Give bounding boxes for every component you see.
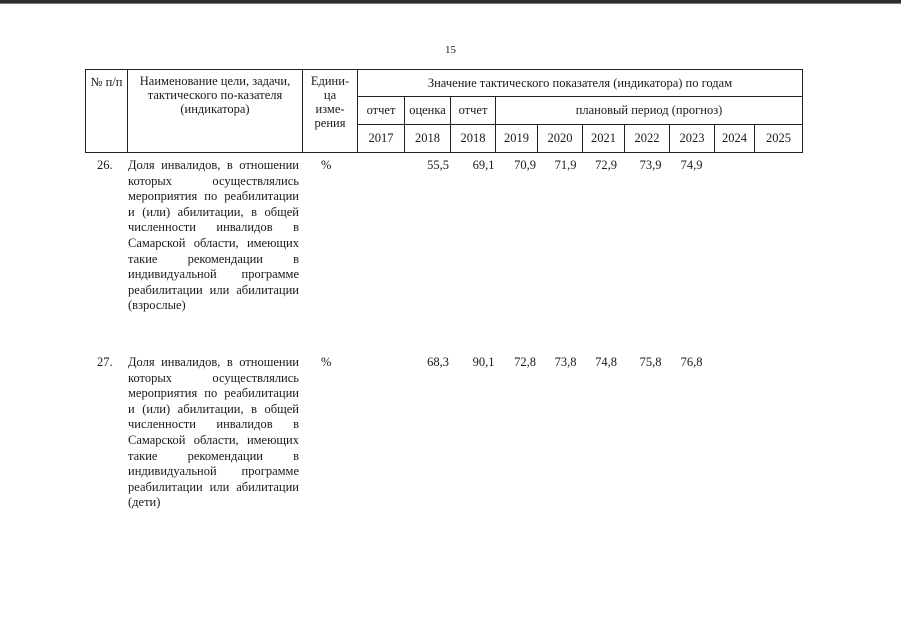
row-unit: %: [321, 355, 332, 369]
page-number: 15: [445, 44, 456, 56]
header-year: 2021: [583, 125, 625, 153]
row-value-2021: 72,9: [595, 158, 617, 172]
header-year: 2017: [358, 125, 405, 153]
row-number: 26.: [97, 158, 113, 172]
header-col-name: Наименование цели, задачи, тактического по-казателя (индикатора): [128, 70, 303, 153]
row-value-2018-report: 69,1: [472, 158, 495, 172]
header-col-unit: Едини-ца изме-рения: [303, 70, 358, 153]
header-year: 2022: [625, 125, 670, 153]
header-year: 2018: [451, 125, 496, 153]
row-value-2022: 75,8: [639, 355, 662, 369]
header-sub-report-2018: отчет: [451, 97, 496, 125]
row-value-2023: 74,9: [680, 158, 703, 172]
scan-top-edge-shadow: [0, 3, 901, 4]
row-value-2018-estimate: 68,3: [427, 355, 449, 369]
header-year: 2024: [715, 125, 755, 153]
row-number: 27.: [97, 355, 113, 369]
row-value-2018-estimate: 55,5: [427, 158, 449, 172]
row-value-2020: 73,8: [554, 355, 577, 369]
indicator-table-header: [85, 69, 803, 153]
header-sub-estimate: оценка: [405, 97, 451, 125]
row-value-2023: 76,8: [680, 355, 703, 369]
row-value-2022: 73,9: [639, 158, 662, 172]
header-year: 2020: [538, 125, 583, 153]
header-year: 2018: [405, 125, 451, 153]
header-year: 2023: [670, 125, 715, 153]
row-description: Доля инвалидов, в отношении которых осуществлялись мероприятия по реабилитации и (или) абилитации, в общей численности инвалидов в Самарской области, имеющих такие рекомендации в индивидуальной программе реабилитации или абилитации (взрослые): [128, 158, 299, 313]
header-sub-report-2017: отчет: [358, 97, 405, 125]
header-year: 2025: [755, 125, 803, 153]
header-col-number: № п/п: [86, 70, 128, 153]
row-value-2020: 71,9: [554, 158, 577, 172]
row-value-2019: 70,9: [514, 158, 536, 172]
row-description: Доля инвалидов, в отношении которых осуществлялись мероприятия по реабилитации и (или) абилитации, в общей численности инвалидов в Самарской области, имеющих такие рекомендации в индивидуальной программе реабилитации или абилитации (дети): [128, 355, 299, 510]
header-year: 2019: [496, 125, 538, 153]
row-value-2018-report: 90,1: [472, 355, 495, 369]
row-value-2019: 72,8: [514, 355, 536, 369]
header-sub-plan: плановый период (прогноз): [496, 97, 803, 125]
row-value-2021: 74,8: [595, 355, 617, 369]
header-col-values: Значение тактического показателя (индикатора) по годам: [358, 70, 803, 97]
row-unit: %: [321, 158, 332, 172]
